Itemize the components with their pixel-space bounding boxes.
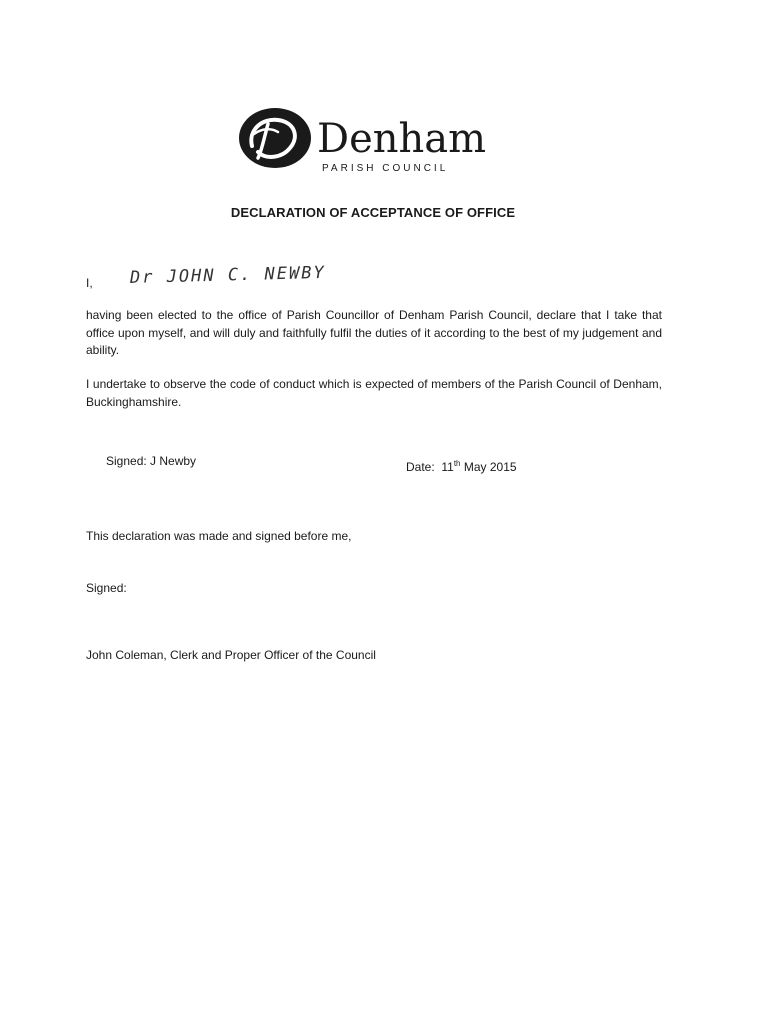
witness-statement: This declaration was made and signed before me,	[86, 529, 352, 543]
proper-officer-line: John Coleman, Clerk and Proper Officer of the Council	[86, 648, 376, 662]
election-paragraph: having been elected to the office of Parish Councillor of Denham Parish Council, declare that I take that office upon myself, and will duly and faithfully fulfil the duties of it according to the best of my judgement and ability.	[86, 308, 662, 357]
declarant-signature: Signed: J Newby	[106, 454, 197, 468]
code-of-conduct-paragraph: I undertake to observe the code of conduct which is expected of members of the Parish Council of Denham, Buckinghamshire.	[86, 377, 662, 409]
logo-subtitle: PARISH COUNCIL	[322, 163, 449, 174]
date-day: 11	[441, 460, 454, 474]
handwritten-declarant-name: Dr JOHN C. NEWBY	[129, 262, 326, 288]
witness-signed-label: Signed:	[86, 581, 127, 595]
declarant-prefix: I,	[86, 276, 93, 290]
document-title: DECLARATION OF ACCEPTANCE OF OFFICE	[230, 205, 516, 220]
date-label: Date:	[406, 460, 435, 474]
date-suffix: th	[453, 459, 461, 468]
date-month-year: May 2015	[463, 460, 517, 474]
logo-name: Denham	[317, 116, 487, 162]
signature-date	[406, 460, 517, 474]
parish-council-logo	[238, 104, 518, 180]
denham-monogram-icon	[238, 104, 518, 180]
